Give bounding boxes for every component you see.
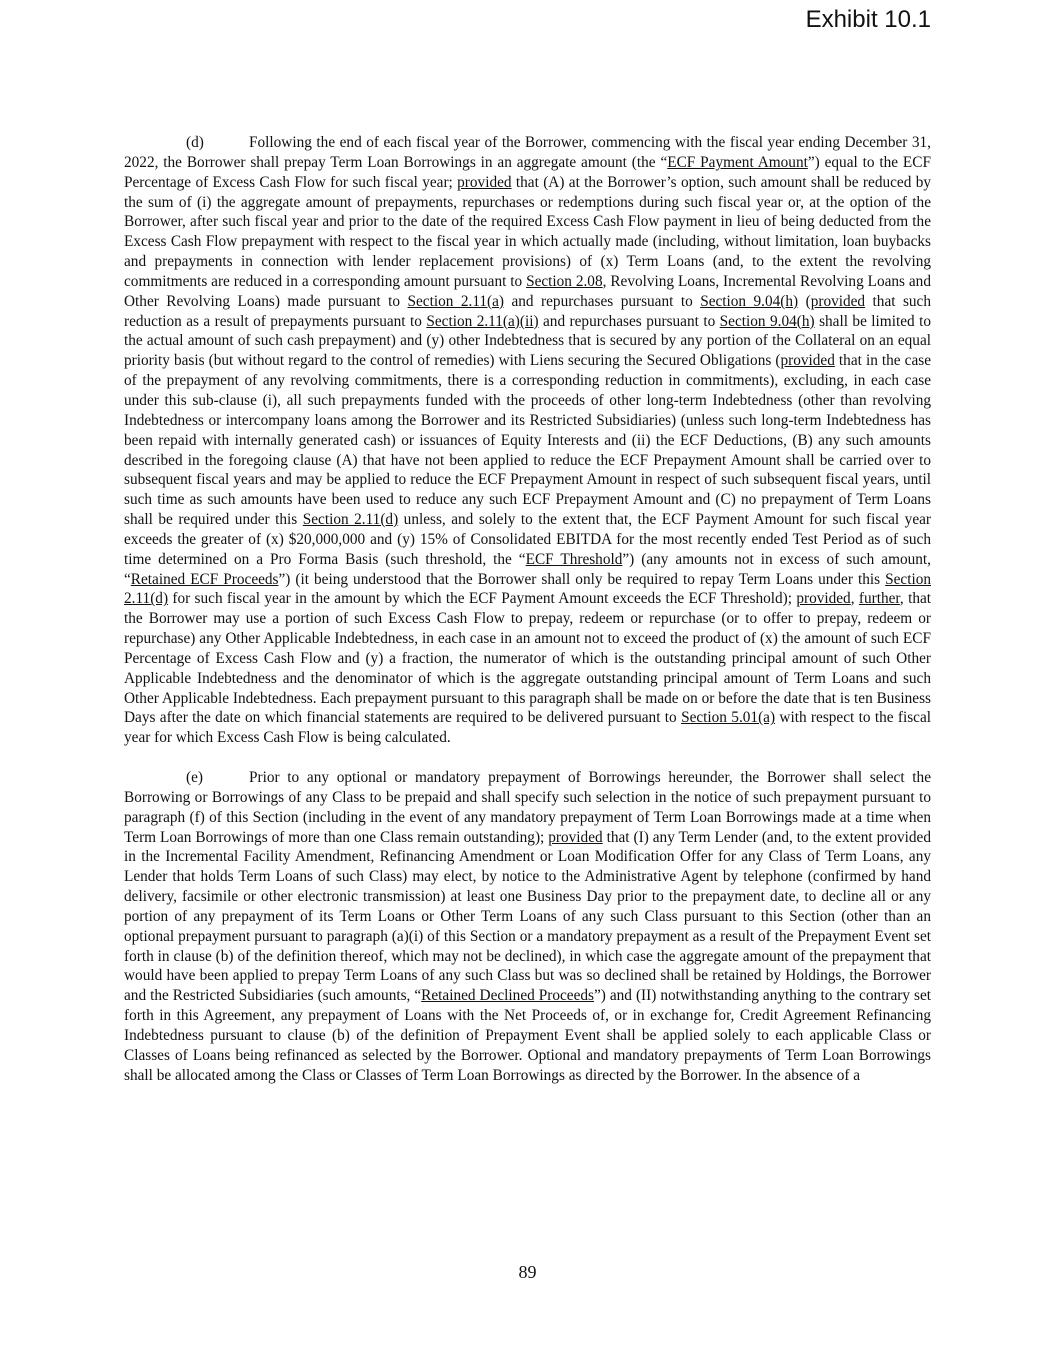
proviso-term: provided	[457, 173, 512, 191]
text-segment: with respect to the fiscal year for which Excess Cash Flow is being calculated.	[124, 709, 932, 747]
proviso-term: provided	[548, 828, 603, 846]
defined-term-retained-ecf-proceeds: Retained ECF Proceeds	[130, 570, 279, 588]
defined-term-ecf-threshold: ECF Threshold	[525, 550, 623, 568]
proviso-term: provided	[780, 352, 835, 370]
section-reference: Section 2.11(a)(ii)	[426, 312, 539, 330]
text-segment: , Revolving Loans, Incremental Revolving Loans and Other Revolving Loans) made pursuant to	[124, 272, 931, 310]
text-segment: that in the case of the prepayment of any revolving commitments, there is a corresponding reduction in commitments), excluding, in each case under this sub-clause (i), all such prepayments funded with the proceeds of other long-term Indebtedness (other than revolving Indebtedness or intercompany loans among the Borrower and its Restricted Subsidiaries) (unless such long-term Indebtedness has been repaid with internally generated cash) or issuances of Equity Interests and (ii) the ECF Deductions, (B) any such amounts described in the foregoing clause (A) that have not been applied to reduce the ECF Prepayment Amount shall be carried over to subsequent fiscal years and may be applied to reduce the ECF Prepayment Amount in respect of such subsequent fiscal years, until such time as such amounts have been used to reduce any such ECF Prepayment Amount and (C) no prepayment of Term Loans shall be required under this	[124, 352, 931, 529]
paragraph-d	[124, 133, 931, 748]
text-segment: ”) (it being understood that the Borrower shall only be required to repay Term Loans under this	[278, 570, 886, 588]
defined-term-retained-declined-proceeds: Retained Declined Proceeds	[421, 987, 594, 1005]
proviso-term: further	[858, 590, 900, 608]
text-segment: ”) and (II) notwithstanding anything to the contrary set forth in this Agreement, any prepayment of Loans with the Net Proceeds of, or in exchange for, Credit Agreement Refinancing Indebtedness pursuant to clause (b) of the definition of Prepayment Event shall be applied solely to each applicable Class or Classes of Loans being refinanced as selected by the Borrower. Optional and mandatory prepayments of Term Loan Borrowings shall be allocated among the Class or Classes of Term Loan Borrowings as directed by the Borrower. In the absence of a	[124, 987, 931, 1084]
text-segment: ,	[850, 590, 859, 608]
section-reference: Section 2.11(d)	[302, 511, 399, 529]
exhibit-label: Exhibit 10.1	[805, 6, 931, 33]
text-segment: that (A) at the Borrower’s option, such amount shall be reduced by the sum of (i) the aggregate amount of prepayments, repurchases or redemptions during such fiscal year or, at the option of the Borrower, after such fiscal year and prior to the date of the required Excess Cash Flow payment in lieu of being deducted from the Excess Cash Flow prepayment with respect to the fiscal year in which actually made (including, without limitation, loan buybacks and prepayments in connection with lender replacement provisions) of (x) Term Loans (and, to the extent the revolving commitments are reduced in a corresponding amount pursuant to	[124, 173, 931, 290]
proviso-term: provided	[796, 590, 851, 608]
text-segment: (	[798, 292, 811, 310]
text-segment: for such fiscal year in the amount by which the ECF Payment Amount exceeds the ECF Threshold);	[168, 590, 797, 608]
proviso-term: provided	[810, 292, 866, 310]
section-reference: Section 5.01(a)	[681, 709, 776, 727]
text-segment: , that the Borrower may use a portion of such Excess Cash Flow to prepay, redeem or repurchase (or to offer to prepay, redeem or repurchase) any Other Applicable Indebtedness, in each case in an amount not to exceed the product of (x) the amount of such ECF Percentage of Excess Cash Flow and (y) a fraction, the numerator of which is the outstanding principal amount of such Other Applicable Indebtedness and the denominator of which is the aggregate outstanding principal amount of Term Loans and such Other Applicable Indebtedness. Each prepayment pursuant to this paragraph shall be made on or before the date that is ten Business Days after the date on which financial statements are required to be delivered pursuant to	[124, 590, 932, 727]
text-segment: that (I) any Term Lender (and, to the extent provided in the Incremental Facility Amendment, Refinancing Amendment or Loan Modification Offer for any Class of Term Loans, any Lender that holds Term Loans of such Class) may elect, by notice to the Administrative Agent by telephone (confirmed by hand delivery, facsimile or other electronic transmission) at least one Business Day prior to the prepayment date, to decline all or any portion of any prepayment of its Term Loans or Other Term Loans of any such Class pursuant to this Section (other than an optional prepayment pursuant to paragraph (a)(i) of this Section or a mandatory prepayment as a result of the Prepayment Event set forth in clause (b) of the definition thereof, which may not be declined), in which case the aggregate amount of the prepayment that would have been applied to prepay Term Loans of any such Class but was so declined shall be retained by Holdings, the Borrower and the Restricted Subsidiaries (such amounts, “	[124, 828, 931, 1005]
text-segment: that such reduction as a result of prepayments pursuant to	[124, 292, 931, 330]
section-reference: Section 9.04(h)	[719, 312, 815, 330]
text-segment: shall be limited to the actual amount of such cash prepayment) and (y) other Indebtedness that is secured by any portion of the Collateral on an equal priority basis (but without regard to the control of remedies) with Liens securing the Secured Obligations (	[124, 312, 931, 370]
paragraph-e-label: (e)	[186, 769, 203, 786]
text-segment: Following the end of each fiscal year of the Borrower, commencing with the fiscal year ending December 31, 2022, the Borrower shall prepay Term Loan Borrowings in an aggregate amount (the “	[124, 134, 931, 171]
text-segment: Prior to any optional or mandatory prepayment of Borrowings hereunder, the Borrower shall select the Borrowing or Borrowings of any Class to be prepaid and shall specify such selection in the notice of such prepayment pursuant to paragraph (f) of this Section (including in the event of any mandatory prepayment of Term Loan Borrowings made at a time when Term Loan Borrowings of more than one Class remain outstanding);	[124, 769, 931, 846]
text-segment: unless, and solely to the extent that, the ECF Payment Amount for such fiscal year exceeds the greater of (x) $20,000,000 and (y) 15% of Consolidated EBITDA for the most recently ended Test Period as of such time determined on a Pro Forma Basis (such threshold, the “	[124, 511, 932, 568]
section-reference: Section 2.11(a)	[407, 292, 505, 310]
text-segment: and repurchases pursuant to	[504, 292, 701, 310]
defined-term-ecf-payment-amount: ECF Payment Amount	[667, 153, 808, 171]
paragraph-e	[124, 768, 931, 1086]
text-segment: and repurchases pursuant to	[538, 312, 720, 330]
text-segment: ”) equal to the ECF Percentage of Excess Cash Flow for such fiscal year;	[124, 153, 931, 191]
paragraph-d-label: (d)	[186, 134, 204, 151]
section-reference: Section 2.11(d)	[124, 570, 931, 608]
text-segment: ”) (any amounts not in excess of such amount, “	[124, 550, 931, 588]
section-reference: Section 9.04(h)	[700, 292, 799, 310]
section-reference: Section 2.08	[526, 272, 603, 290]
document-body	[124, 133, 931, 1086]
page-number: 89	[518, 1262, 537, 1282]
